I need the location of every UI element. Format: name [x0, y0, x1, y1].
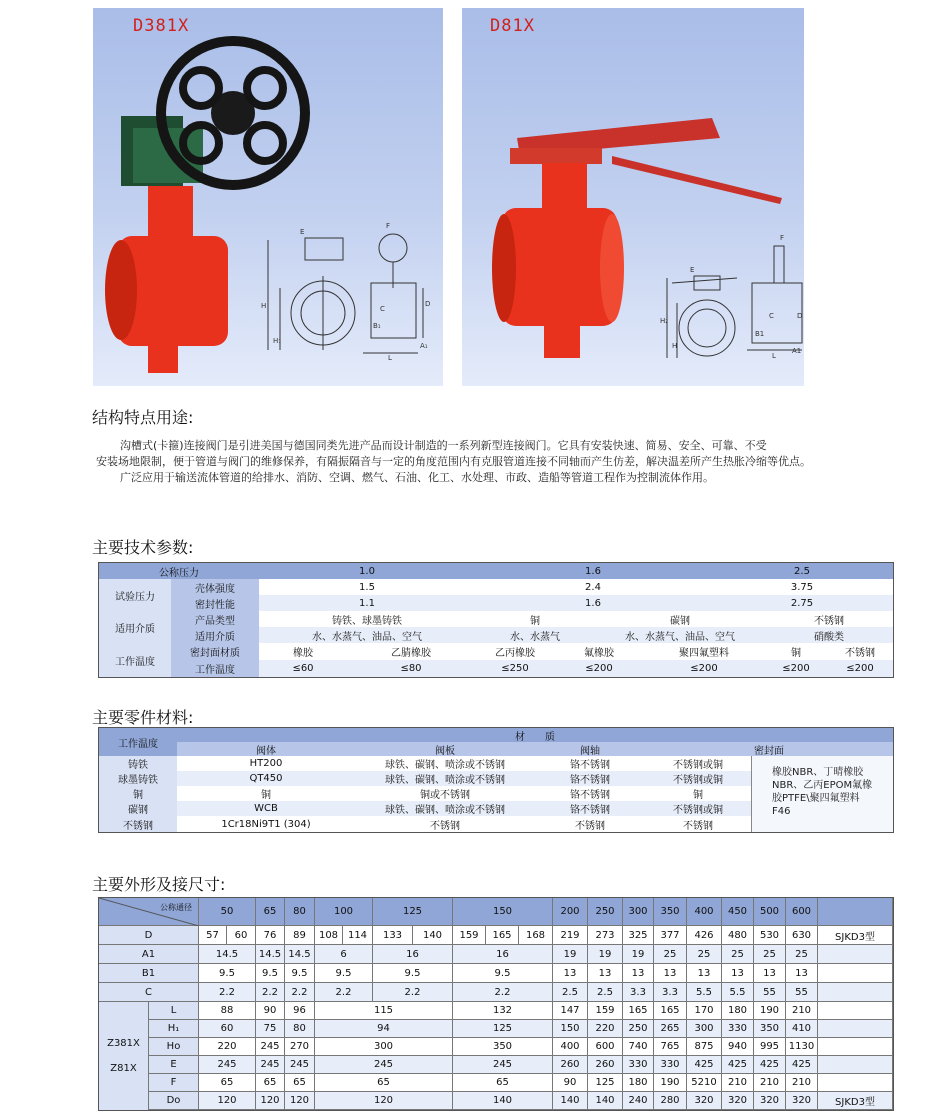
- tech-product-2: 铜: [475, 611, 595, 627]
- parts-row-name: 球墨铸铁: [99, 771, 177, 786]
- dims-value: 19: [623, 945, 654, 964]
- dims-value: 425: [722, 1056, 754, 1074]
- dims-value: 410: [786, 1020, 818, 1038]
- dims-value: 630: [786, 926, 818, 945]
- dims-value: 180: [722, 1002, 754, 1020]
- dims-value: 320: [687, 1092, 722, 1110]
- dims-value: 25: [687, 945, 722, 964]
- dims-value: 740: [623, 1038, 654, 1056]
- dims-value: 350: [754, 1020, 786, 1038]
- dims-dn-header: 200: [553, 898, 588, 926]
- dims-header-blank: [818, 898, 893, 926]
- parts-col-shaft: 阀轴: [535, 742, 645, 756]
- dims-row-label: C: [99, 983, 199, 1002]
- dims-value: 5.5: [687, 983, 722, 1002]
- tech-seal-1: 1.1: [259, 595, 475, 611]
- svg-text:B1: B1: [755, 330, 765, 338]
- tech-temp-7: ≤200: [827, 660, 893, 677]
- dims-value: 14.5: [285, 945, 315, 964]
- dims-dn-header: 150: [453, 898, 553, 926]
- dims-blank: [818, 1002, 893, 1020]
- svg-text:A1: A1: [792, 347, 802, 355]
- dims-value: 13: [654, 964, 687, 983]
- dims-value: 425: [786, 1056, 818, 1074]
- dims-value: 96: [285, 1002, 315, 1020]
- tech-seal-label: 密封性能: [171, 595, 259, 611]
- svg-text:H₂: H₂: [660, 317, 669, 325]
- valve-d381x-image: [93, 8, 443, 386]
- dims-value: 875: [687, 1038, 722, 1056]
- dims-value: 320: [786, 1092, 818, 1110]
- dims-value: 76: [256, 926, 285, 945]
- tech-test-label: 试验压力: [99, 579, 171, 611]
- parts-row-seat: 不锈钢或铜: [645, 756, 751, 771]
- dims-value: 480: [722, 926, 754, 945]
- tech-temp-1: ≤60: [259, 660, 347, 677]
- tech-temp-4: ≤200: [555, 660, 643, 677]
- dims-value: 13: [623, 964, 654, 983]
- dims-value: 260: [553, 1056, 588, 1074]
- tech-seal-mat-1: 橡胶: [259, 643, 347, 660]
- dims-row-label: D: [99, 926, 199, 945]
- dims-value: 90: [553, 1074, 588, 1092]
- dims-blank: [818, 1020, 893, 1038]
- parts-row-seat: 铜: [645, 786, 751, 801]
- dims-value: 3.3: [623, 983, 654, 1002]
- dims-value: 190: [654, 1074, 687, 1092]
- tech-media-4: 硝酸类: [765, 627, 893, 643]
- dims-row-label: A1: [99, 945, 199, 964]
- parts-row-disc: 球铁、碳钢、喷涂或不锈钢: [355, 801, 535, 816]
- dims-value: 60: [227, 926, 256, 945]
- dims-value: 80: [285, 1020, 315, 1038]
- dims-row-label: E: [149, 1056, 199, 1074]
- dims-dn-header: 300: [623, 898, 654, 926]
- tech-media-3: 水、水蒸气、油品、空气: [595, 627, 765, 643]
- svg-text:F: F: [386, 222, 391, 230]
- dims-value: 220: [199, 1038, 256, 1056]
- dims-value: 210: [786, 1002, 818, 1020]
- dims-value: 9.5: [285, 964, 315, 983]
- tech-seal-mat-3: 乙丙橡胶: [475, 643, 555, 660]
- dims-value: 13: [786, 964, 818, 983]
- tech-temp-label: 工作温度: [99, 643, 171, 677]
- dims-value: 13: [588, 964, 623, 983]
- dims-value: 280: [654, 1092, 687, 1110]
- dims-row-label: L: [149, 1002, 199, 1020]
- svg-text:E: E: [300, 228, 305, 236]
- dims-model-group: [99, 1002, 149, 1110]
- dims-value: 25: [786, 945, 818, 964]
- svg-text:L: L: [388, 354, 392, 362]
- dims-value: 325: [623, 926, 654, 945]
- dims-value: 140: [453, 1092, 553, 1110]
- dims-value: 94: [315, 1020, 453, 1038]
- dims-value: 320: [722, 1092, 754, 1110]
- dims-value: 165: [654, 1002, 687, 1020]
- dims-value: 159: [453, 926, 486, 945]
- svg-text:H₁: H₁: [273, 337, 282, 345]
- photo-title-d381x: D381X: [133, 16, 190, 36]
- parts-row-name: 不锈钢: [99, 816, 177, 832]
- dims-value: 57: [199, 926, 227, 945]
- dims-value: 270: [285, 1038, 315, 1056]
- dims-value: 65: [453, 1074, 553, 1092]
- dims-value: 5210: [687, 1074, 722, 1092]
- dims-value: 25: [754, 945, 786, 964]
- parts-rubber-line: 橡胶NBR、丁晴橡胶: [772, 767, 864, 778]
- dims-dn-header: 350: [654, 898, 687, 926]
- parts-row-shaft: 铬不锈钢: [535, 756, 645, 771]
- parts-material-header: 材 质: [177, 728, 893, 742]
- dims-corner: 公称通径: [99, 898, 199, 926]
- svg-text:A₁: A₁: [420, 342, 428, 350]
- dims-value: 13: [722, 964, 754, 983]
- dims-value: 240: [623, 1092, 654, 1110]
- svg-text:C: C: [769, 312, 774, 320]
- parts-row-body: 1Cr18Ni9T1 (304): [177, 816, 355, 832]
- dims-row-label: H₁: [149, 1020, 199, 1038]
- dims-row-label: F: [149, 1074, 199, 1092]
- tech-seal-2: 1.6: [475, 595, 711, 611]
- dims-value: 165: [486, 926, 519, 945]
- dims-note: SJKD3型: [818, 1092, 893, 1110]
- dims-dn-header: 600: [786, 898, 818, 926]
- dims-value: 132: [453, 1002, 553, 1020]
- tech-temp-5: ≤200: [643, 660, 765, 677]
- dims-value: 600: [588, 1038, 623, 1056]
- svg-text:L: L: [772, 352, 776, 360]
- tech-temp-2: ≤80: [347, 660, 475, 677]
- dims-value: 425: [687, 1056, 722, 1074]
- dims-value: 89: [285, 926, 315, 945]
- dims-value: 75: [256, 1020, 285, 1038]
- dims-value: 19: [588, 945, 623, 964]
- parts-row-shaft: 铬不锈钢: [535, 771, 645, 786]
- tech-work-temp-label: 工作温度: [171, 660, 259, 677]
- dims-value: 2.5: [553, 983, 588, 1002]
- dims-value: 16: [373, 945, 453, 964]
- dims-value: 180: [623, 1074, 654, 1092]
- dims-value: 245: [285, 1056, 315, 1074]
- dims-value: 55: [754, 983, 786, 1002]
- tech-shell-label: 壳体强度: [171, 579, 259, 595]
- dims-value: 190: [754, 1002, 786, 1020]
- dims-row-label: Ho: [149, 1038, 199, 1056]
- dims-value: 210: [786, 1074, 818, 1092]
- dims-value: 120: [315, 1092, 453, 1110]
- dims-value: 330: [623, 1056, 654, 1074]
- svg-text:D: D: [425, 300, 431, 308]
- valve-d81x-image: [462, 8, 804, 386]
- dims-value: 90: [256, 1002, 285, 1020]
- dims-value: 159: [588, 1002, 623, 1020]
- dims-value: 140: [413, 926, 453, 945]
- parts-table: [98, 727, 894, 833]
- dims-value: 9.5: [256, 964, 285, 983]
- dims-blank: [818, 1038, 893, 1056]
- parts-row-body: 铜: [177, 786, 355, 801]
- dims-value: 350: [453, 1038, 553, 1056]
- dims-model-name: Z81X: [110, 1063, 137, 1074]
- dims-value: 108: [315, 926, 343, 945]
- dims-value: 115: [315, 1002, 453, 1020]
- dims-value: 250: [623, 1020, 654, 1038]
- dims-value: 425: [754, 1056, 786, 1074]
- dims-value: 140: [588, 1092, 623, 1110]
- features-line-3: 广泛应用于输送流体管道的给排水、消防、空调、燃气、石油、化工、水处理、市政、造船等管道工程作为控制流体作用。: [120, 471, 714, 484]
- dims-value: 245: [453, 1056, 553, 1074]
- dims-value: 2.2: [315, 983, 373, 1002]
- tech-medium-label: 适用介质: [99, 611, 171, 643]
- dims-value: 25: [654, 945, 687, 964]
- photo-d381x: [93, 8, 443, 386]
- features-paragraph: [96, 438, 926, 486]
- parts-row-name: 铸铁: [99, 756, 177, 771]
- dims-value: 140: [553, 1092, 588, 1110]
- parts-row-seat: 不锈钢或铜: [645, 801, 751, 816]
- tech-nominal-3: 2.5: [711, 563, 893, 579]
- dims-value: 168: [519, 926, 553, 945]
- dims-value: 120: [199, 1092, 256, 1110]
- dims-value: 65: [315, 1074, 453, 1092]
- parts-row-shaft: 铬不锈钢: [535, 801, 645, 816]
- dims-dn-header: 65: [256, 898, 285, 926]
- tech-media-2: 水、水蒸气: [475, 627, 595, 643]
- dims-value: 165: [623, 1002, 654, 1020]
- parts-row-name: 碳钢: [99, 801, 177, 816]
- tech-shell-1: 1.5: [259, 579, 475, 595]
- svg-text:D: D: [797, 312, 803, 320]
- dims-value: 765: [654, 1038, 687, 1056]
- dims-value: 273: [588, 926, 623, 945]
- dims-value: 88: [199, 1002, 256, 1020]
- dims-value: 114: [343, 926, 373, 945]
- svg-text:F: F: [780, 234, 785, 242]
- tech-table: [98, 562, 894, 678]
- dims-value: 13: [687, 964, 722, 983]
- tech-nominal-label: 公称压力: [99, 563, 259, 579]
- tech-product-1: 铸铁、球墨铸铁: [259, 611, 475, 627]
- dims-dn-header: 400: [687, 898, 722, 926]
- dims-value: 5.5: [722, 983, 754, 1002]
- tech-seal-mat-label: 密封面材质: [171, 643, 259, 660]
- svg-text:E: E: [690, 266, 695, 274]
- dims-value: 125: [453, 1020, 553, 1038]
- dims-value: 147: [553, 1002, 588, 1020]
- tech-product-3: 碳钢: [595, 611, 765, 627]
- dims-value: 6: [315, 945, 373, 964]
- tech-shell-2: 2.4: [475, 579, 711, 595]
- dims-value: 320: [754, 1092, 786, 1110]
- tech-seal-mat-6: 铜: [765, 643, 827, 660]
- tech-seal-mat-5: 聚四氟塑料: [643, 643, 765, 660]
- dims-value: 9.5: [199, 964, 256, 983]
- dims-value: 2.2: [199, 983, 256, 1002]
- tech-temp-6: ≤200: [765, 660, 827, 677]
- tech-shell-3: 3.75: [711, 579, 893, 595]
- dims-value: 2.2: [285, 983, 315, 1002]
- dims-value: 2.2: [373, 983, 453, 1002]
- dims-table: [98, 897, 894, 1111]
- dims-value: 2.2: [256, 983, 285, 1002]
- dims-value: 260: [588, 1056, 623, 1074]
- dims-value: 13: [754, 964, 786, 983]
- dims-value: 55: [786, 983, 818, 1002]
- parts-col-body: 阀体: [177, 742, 355, 756]
- dims-value: 300: [687, 1020, 722, 1038]
- dims-row-label: B1: [99, 964, 199, 983]
- dims-value: 16: [453, 945, 553, 964]
- tech-temp-3: ≤250: [475, 660, 555, 677]
- tech-media-1: 水、水蒸气、油品、空气: [259, 627, 475, 643]
- dims-note: SJKD3型: [818, 926, 893, 945]
- parts-row-disc: 球铁、碳钢、喷涂或不锈钢: [355, 756, 535, 771]
- dims-value: 265: [654, 1020, 687, 1038]
- dims-value: 210: [722, 1074, 754, 1092]
- dims-value: 65: [256, 1074, 285, 1092]
- dims-model-name: Z381X: [107, 1038, 140, 1049]
- dims-value: 9.5: [315, 964, 373, 983]
- dims-corner-diagonal: [99, 898, 199, 926]
- dims-value: 1130: [786, 1038, 818, 1056]
- dims-value: 210: [754, 1074, 786, 1092]
- dims-value: 65: [199, 1074, 256, 1092]
- tech-nominal-1: 1.0: [259, 563, 475, 579]
- parts-row-body: HT200: [177, 756, 355, 771]
- svg-text:H: H: [261, 302, 267, 310]
- tech-media-label: 适用介质: [171, 627, 259, 643]
- dims-dn-header: 50: [199, 898, 256, 926]
- parts-rubber-line: 胶PTFE\聚四氟塑料: [772, 793, 860, 804]
- features-line-2: 安装场地限制，便于管道与阀门的维修保养，有隔振隔音与一定的角度范围内有克服管道连接不同轴而产生仿差，解决温差所产生热胀冷缩等优点。: [96, 455, 811, 468]
- dims-value: 14.5: [256, 945, 285, 964]
- dims-value: 330: [722, 1020, 754, 1038]
- dims-dn-header: 450: [722, 898, 754, 926]
- dims-value: 219: [553, 926, 588, 945]
- dims-value: 2.5: [588, 983, 623, 1002]
- dims-value: 120: [256, 1092, 285, 1110]
- parts-row-seat: 不锈钢: [645, 816, 751, 832]
- svg-text:H: H: [672, 342, 678, 350]
- dims-value: 426: [687, 926, 722, 945]
- tech-seal-mat-4: 氟橡胶: [555, 643, 643, 660]
- dims-value: 9.5: [453, 964, 553, 983]
- parts-row-disc: 铜或不锈钢: [355, 786, 535, 801]
- features-title: 结构特点用途:: [92, 408, 194, 427]
- parts-row-name: 铜: [99, 786, 177, 801]
- dims-dn-header: 100: [315, 898, 373, 926]
- tech-seal-3: 2.75: [711, 595, 893, 611]
- dims-value: 995: [754, 1038, 786, 1056]
- dims-blank: [818, 945, 893, 964]
- parts-corner: 工作温度: [99, 728, 177, 756]
- dims-value: 530: [754, 926, 786, 945]
- dims-dn-header: 80: [285, 898, 315, 926]
- dims-value: 245: [315, 1056, 453, 1074]
- dims-row-label: Do: [149, 1092, 199, 1110]
- dims-value: 245: [256, 1038, 285, 1056]
- dims-blank: [818, 1056, 893, 1074]
- dims-value: 2.2: [453, 983, 553, 1002]
- dims-value: 60: [199, 1020, 256, 1038]
- parts-row-body: QT450: [177, 771, 355, 786]
- tech-product-label: 产品类型: [171, 611, 259, 627]
- dims-value: 9.5: [373, 964, 453, 983]
- parts-rubber-line: F46: [772, 806, 791, 817]
- svg-text:B₁: B₁: [373, 322, 381, 330]
- dims-value: 65: [285, 1074, 315, 1092]
- parts-rubber-line: NBR、乙丙EPOM氟橡: [772, 780, 873, 791]
- dims-blank: [818, 1074, 893, 1092]
- dims-value: 13: [553, 964, 588, 983]
- dims-dn-header: 250: [588, 898, 623, 926]
- dims-value: 330: [654, 1056, 687, 1074]
- tech-title: 主要技术参数:: [92, 538, 194, 557]
- dims-value: 150: [553, 1020, 588, 1038]
- photo-d81x: [462, 8, 804, 386]
- tech-seal-mat-2: 乙腈橡胶: [347, 643, 475, 660]
- svg-text:C: C: [380, 305, 385, 313]
- dims-value: 3.3: [654, 983, 687, 1002]
- photo-title-d81x: D81X: [490, 16, 535, 36]
- parts-row-disc: 不锈钢: [355, 816, 535, 832]
- dims-value: 14.5: [199, 945, 256, 964]
- dims-value: 377: [654, 926, 687, 945]
- tech-nominal-2: 1.6: [475, 563, 711, 579]
- dims-value: 940: [722, 1038, 754, 1056]
- parts-row-body: WCB: [177, 801, 355, 816]
- dims-value: 125: [588, 1074, 623, 1092]
- dims-value: 133: [373, 926, 413, 945]
- dims-title: 主要外形及接尺寸:: [92, 875, 226, 894]
- parts-col-seat: 密封面: [645, 742, 893, 756]
- dims-value: 19: [553, 945, 588, 964]
- dims-value: 245: [199, 1056, 256, 1074]
- tech-product-4: 不锈钢: [765, 611, 893, 627]
- parts-row-shaft: 铬不锈钢: [535, 786, 645, 801]
- parts-col-disc: 阀板: [355, 742, 535, 756]
- dims-value: 300: [315, 1038, 453, 1056]
- dims-value: 120: [285, 1092, 315, 1110]
- dims-value: 245: [256, 1056, 285, 1074]
- parts-rubber-note: [751, 756, 893, 832]
- features-line-1: 沟槽式(卡箍)连接阀门是引进美国与德国同类先进产品而设计制造的一系列新型连接阀门。它具有安装快速、简易、安全、可靠、不受: [120, 439, 767, 452]
- parts-row-disc: 球铁、碳钢、喷涂或不锈钢: [355, 771, 535, 786]
- dims-dn-header: 125: [373, 898, 453, 926]
- dims-dn-header: 500: [754, 898, 786, 926]
- parts-row-seat: 不锈钢或铜: [645, 771, 751, 786]
- dims-blank: [818, 964, 893, 983]
- tech-seal-mat-7: 不锈钢: [827, 643, 893, 660]
- parts-row-shaft: 不锈钢: [535, 816, 645, 832]
- parts-title: 主要零件材料:: [92, 708, 194, 727]
- dims-blank: [818, 983, 893, 1002]
- dims-value: 400: [553, 1038, 588, 1056]
- dims-value: 220: [588, 1020, 623, 1038]
- dims-value: 170: [687, 1002, 722, 1020]
- dims-value: 25: [722, 945, 754, 964]
